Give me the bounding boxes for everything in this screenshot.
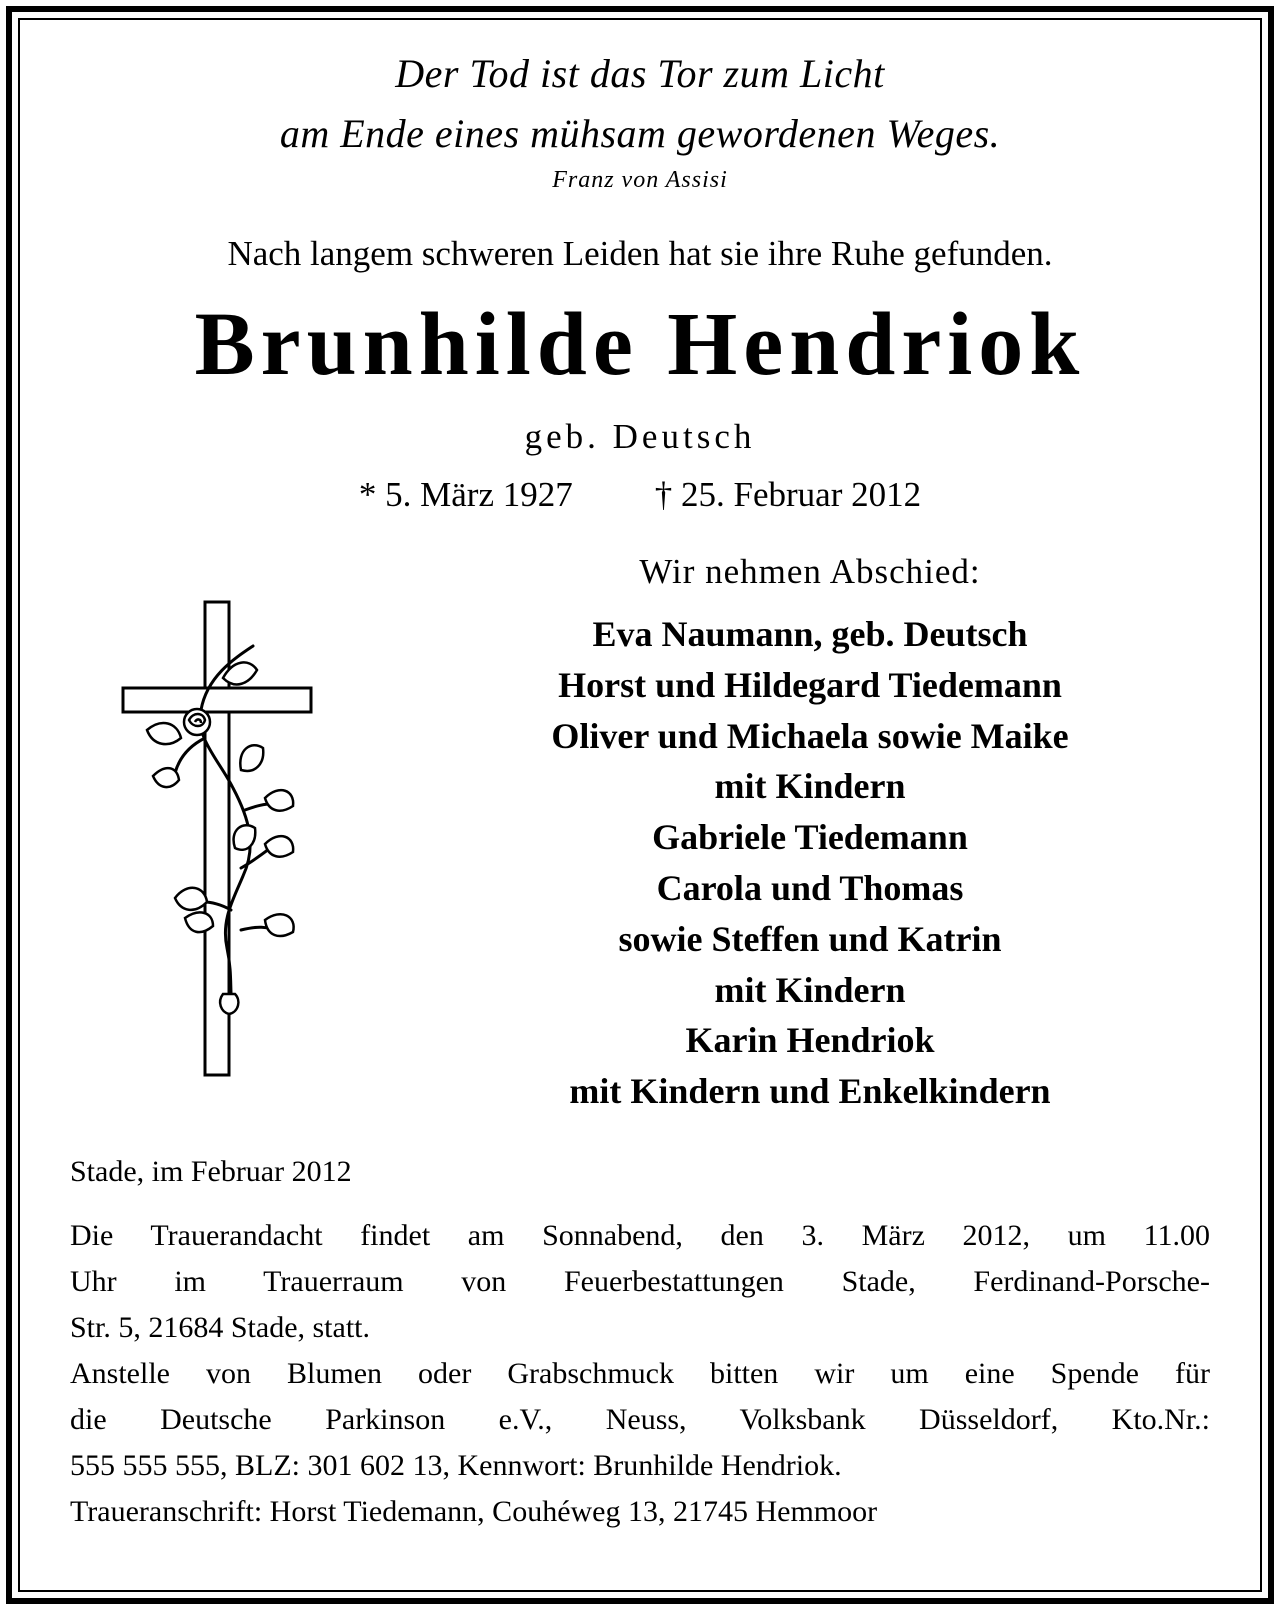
farewell-block xyxy=(470,551,1150,1117)
notice-line: Str. 5, 21684 Stade, statt. xyxy=(70,1311,370,1344)
mourner-line: sowie Steffen und Katrin xyxy=(618,918,1002,959)
mourner-line: mit Kindern xyxy=(714,766,906,807)
notice-line: Anstelle von Blumen oder Grabschmuck bitten wir um eine Spende für xyxy=(70,1357,1210,1390)
mourner-line: Horst und Hildegard Tiedemann xyxy=(558,664,1062,705)
notice-line: Die Trauerandacht findet am Sonnabend, den 3. März 2012, um 11.00 xyxy=(70,1219,1210,1252)
mourner-line: Carola und Thomas xyxy=(656,867,964,908)
death-date: † 25. Februar 2012 xyxy=(654,475,922,514)
mourner-line: Karin Hendriok xyxy=(685,1020,935,1061)
quote-author: Franz von Assisi xyxy=(552,167,728,193)
quote-line-1: Der Tod ist das Tor zum Licht xyxy=(395,51,885,96)
farewell-heading: Wir nehmen Abschied: xyxy=(639,552,981,591)
notice-line: Uhr im Trauerraum von Feuerbestattungen Stade, Ferdinand-Porsche- xyxy=(70,1265,1210,1298)
mourner-line: Eva Naumann, geb. Deutsch xyxy=(592,614,1028,654)
notice-line: 555 555 555, BLZ: 301 602 13, Kennwort: Brunhilde Hendriok. xyxy=(70,1449,842,1482)
mourner-line: mit Kindern und Enkelkindern xyxy=(569,1071,1051,1112)
birth-date: * 5. März 1927 xyxy=(358,475,573,514)
mourner-line: Gabriele Tiedemann xyxy=(652,817,968,858)
notice-line: die Deutsche Parkinson e.V., Neuss, Volksbank Düsseldorf, Kto.Nr.: xyxy=(70,1403,1210,1436)
mourner-line: mit Kindern xyxy=(714,969,906,1010)
quote-line-2: am Ende eines mühsam gewordenen Weges. xyxy=(279,111,1001,156)
notice-line: Traueranschrift: Horst Tiedemann, Couhéweg 13, 21745 Hemmoor xyxy=(70,1495,878,1528)
intro-text: Nach langem schweren Leiden hat sie ihre Ruhe gefunden. xyxy=(227,234,1053,273)
mourner-line: Oliver und Michaela sowie Maike xyxy=(551,715,1069,756)
cross-with-rose-icon xyxy=(115,598,320,1083)
service-notice xyxy=(70,1213,1210,1535)
life-dates xyxy=(0,474,1280,516)
maiden-name: geb. Deutsch xyxy=(524,417,756,456)
place-date: Stade, im Februar 2012 xyxy=(70,1155,352,1188)
deceased-name: Brunhilde Hendriok xyxy=(194,295,1086,394)
